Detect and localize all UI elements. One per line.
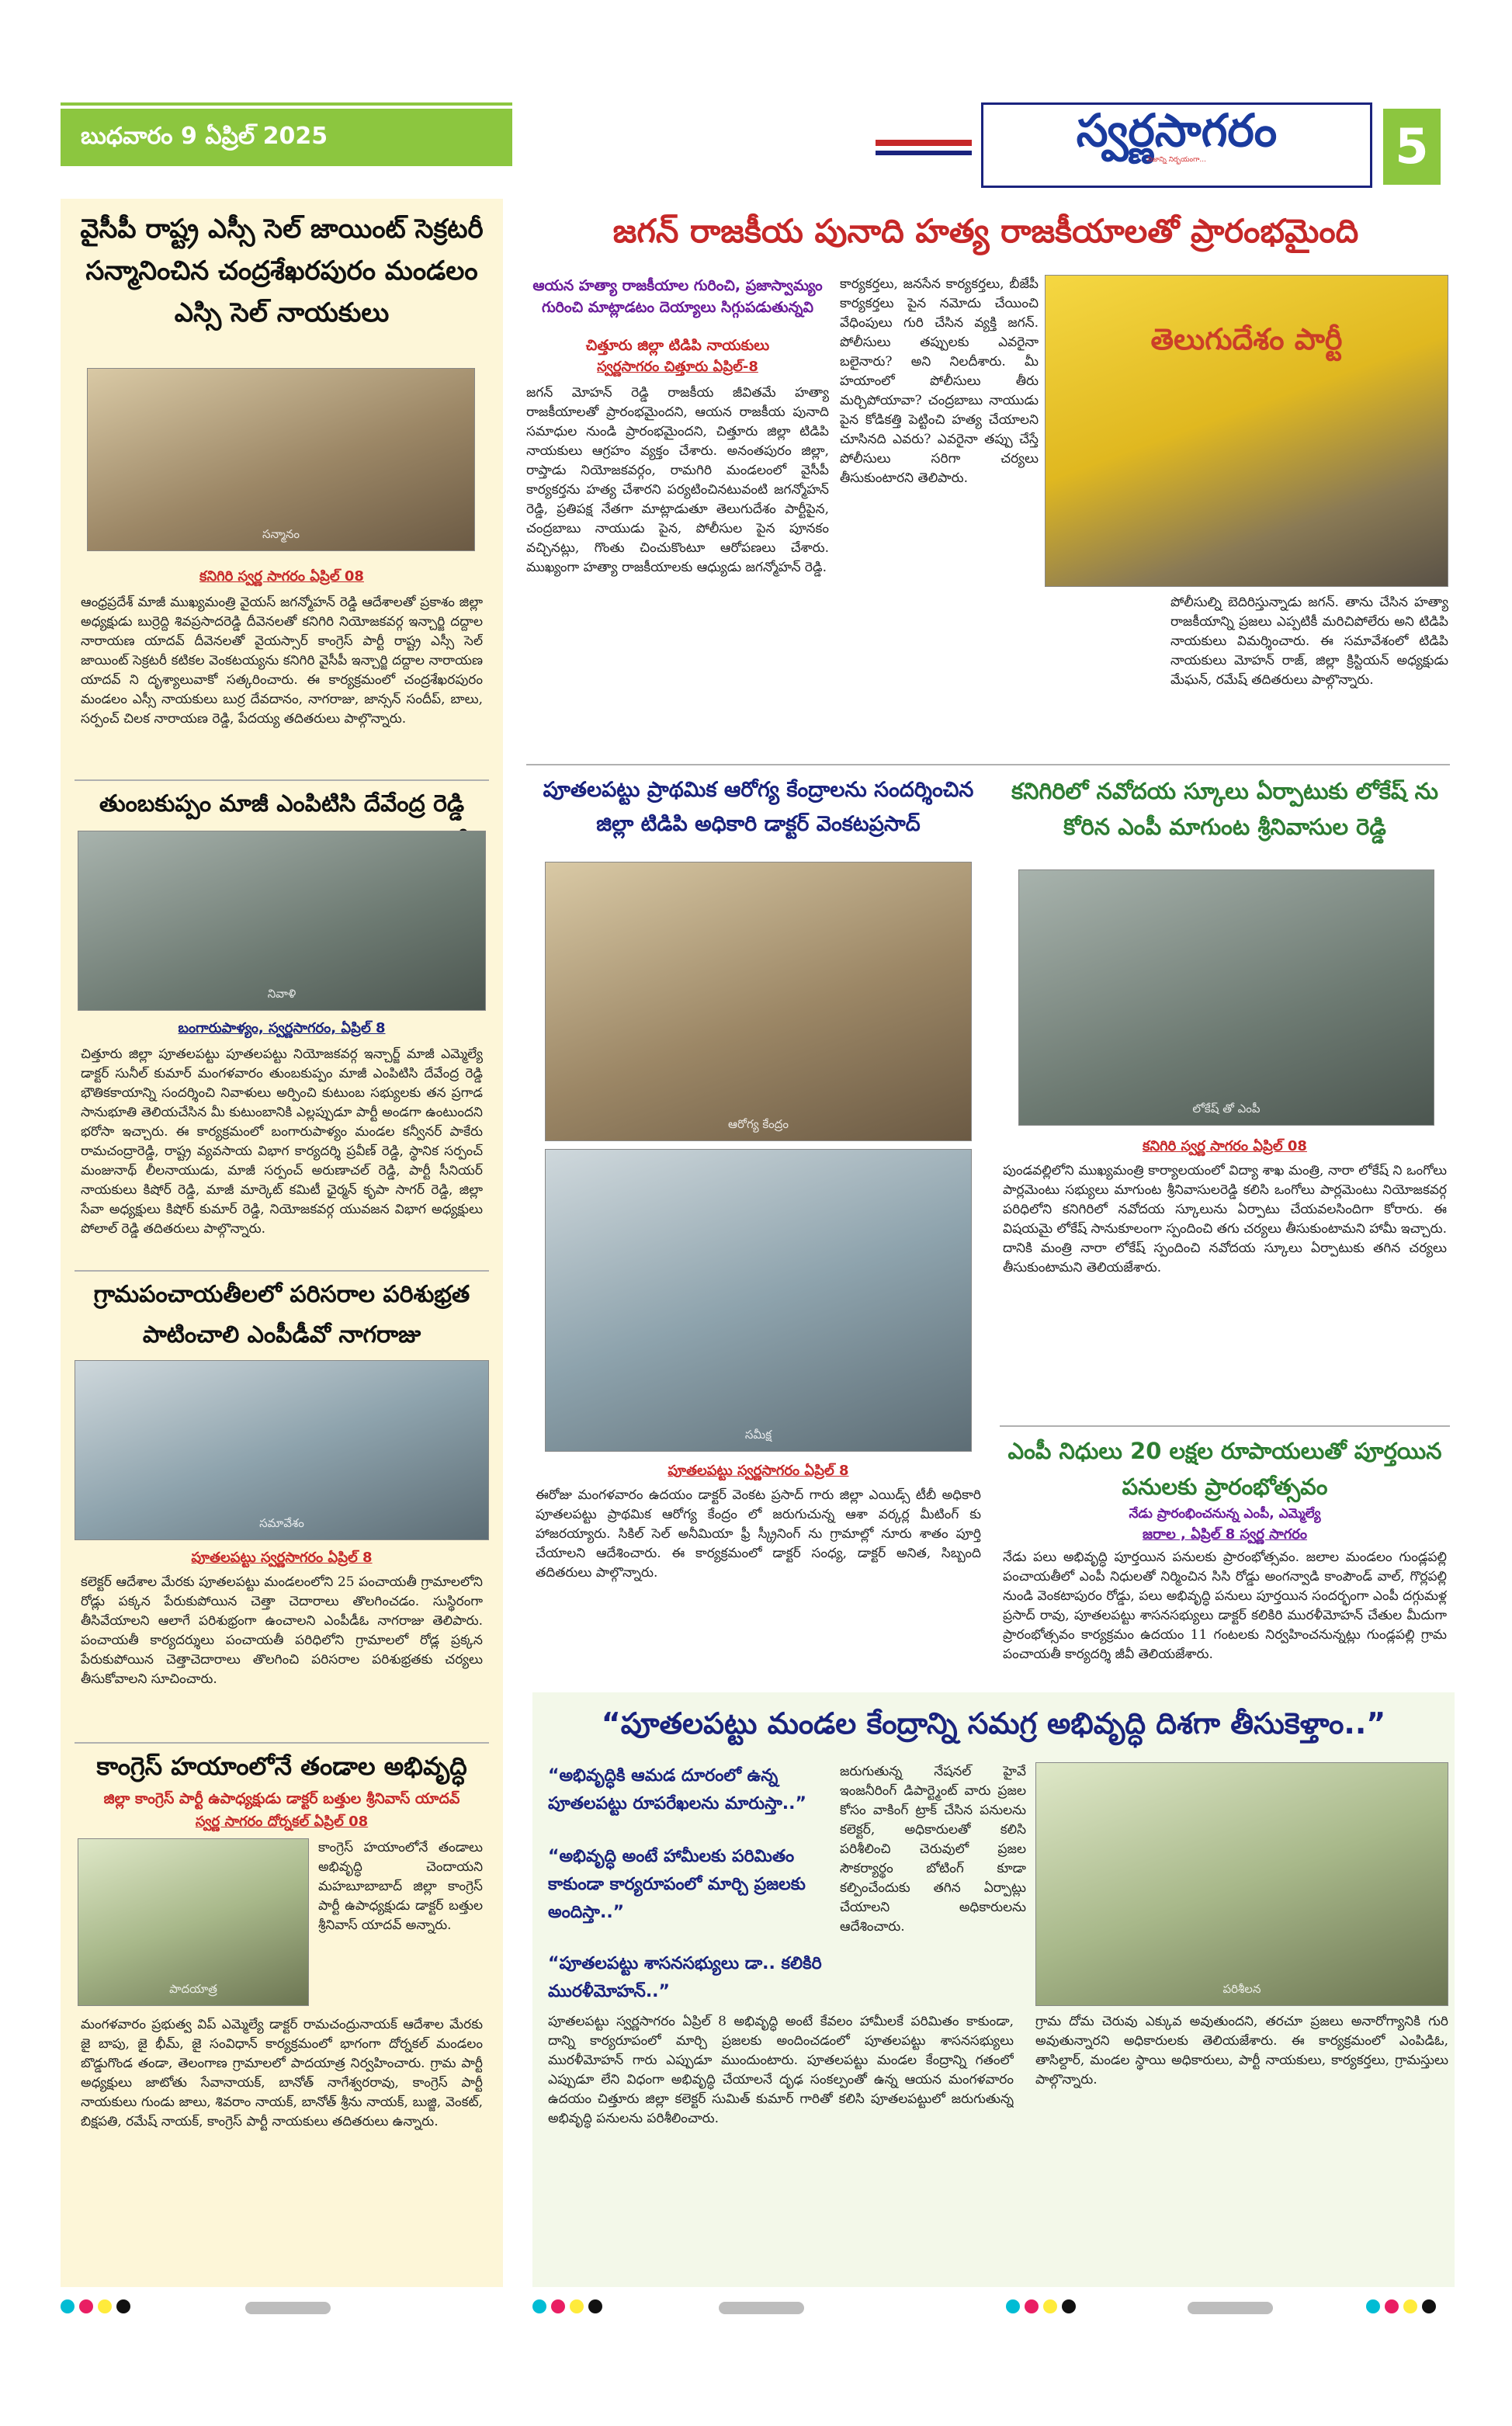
feature-photo xyxy=(1035,1762,1448,2006)
divider xyxy=(75,1270,489,1272)
divider xyxy=(75,1742,489,1744)
lead-dateline: స్వర్ణసాగరం చిత్తూరు ఏప్రిల్-8 xyxy=(597,359,758,375)
center-a2-body: ఈరోజు మంగళవారం ఉదయం డాక్టర్ వెంకట ప్రసాద్ గారు జిల్లా ఎయిడ్స్ టీబీ అధికారి పూతలపట్టు ప్రాథమిక ఆరోగ్య కేంద్రం లో జరుగుచున్న ఆశా వర్కర్ల మీటింగ్ కు హాజరయ్యారు. సికిల్ సెల్ అనీమియా ఫ్రీ స్క్రీనింగ్ ను గ్రామాల్లో నూరు శాతం పూర్తి చేయాలని ఆదేశించారు. ఈ కార్యక్రమంలో డాక్టర్ సంధ్య, డాక్టర్ అనిత, సిబ్బంది తదితరులు పాల్గొన్నారు. xyxy=(536,1487,981,1581)
rc2-headline: ఎంపీ నిధులు 20 లక్షల రూపాయలుతో పూర్తయిన పనులకు ప్రారంభోత్సవం xyxy=(1007,1438,1442,1500)
left-a3-body: కలెక్టర్ ఆదేశాల మేరకు పూతలపట్టు మండలంలోని 25 పంచాయతీ గ్రామాలలోని రోడ్లు పక్కన పేరుకుపోయిన చెత్తా చెదారాలు తొలగించడం. సుస్థిరంగా తీసివేయాలని ఆలాగే పరిశుభ్రంగా ఉంచాలని ఎంపీడీఓ నాగరాజు తెలిపారు. పంచాయతీ కార్యదర్శులు పంచాయతీ పరిధిలోని గ్రామాలలో రోడ్ల ప్రక్కన పేరుకుపోయిన చెత్తాచెదారాలు తొలగించి పరిసరాల పరిశుభ్రతకు చర్యలు తీసుకోవాలని సూచించారు. xyxy=(81,1574,483,1687)
logo-tagline: నిజాన్ని నిర్భయంగా... xyxy=(1147,156,1206,164)
left-a1-photo-caption: సన్మానం xyxy=(262,527,300,541)
left-a4-body: మంగళవారం ప్రభుత్వ విప్ ఎమ్మెల్యే డాక్టర్ రామచంద్రునాయక్ ఆదేశాల మేరకు జై బాపు, జై భీమ్, జై సంవిధాన్ కార్యక్రమంలో భాగంగా దోర్నకల్ మండలం బొడ్డుగొండ తండా, తెలంగాణ గ్రామాలలో పాదయాత్ర నిర్వహించారు. గ్రామ పార్టీ అధ్యక్షులు జాటోతు సేవానాయక్, బానోత్ నాగేశ్వరరావు, కాంగ్రెస్ పార్టీ నాయకులు గుండు జాలు, శివరాం నాయక్, బానోత్ శ్రీను నాయక్, బుజ్జి, వెంకట్, బిక్షపతి, రమేష్ నాయక్, కాంగ్రెస్ పార్టీ నాయకులు తదితరులు ఉన్నారు. xyxy=(81,2017,483,2129)
left-a4-headline: కాంగ్రెస్ హయాంలోనే తండాల అభివృద్ధి xyxy=(96,1751,467,1781)
lead-photo-caption: తెలుగుదేశం పార్టీ xyxy=(1150,322,1343,356)
masthead-rule xyxy=(61,102,512,106)
center-a2-photo-2 xyxy=(545,1149,972,1452)
left-a4-photo xyxy=(78,1838,309,2006)
left-a4-dateline: స్వర్ణ సాగరం దోర్నకల్ ఏప్రిల్ 08 xyxy=(195,1813,369,1830)
rc1-photo xyxy=(1018,869,1434,1126)
feature-body-3: గ్రామ దోమ చెరువు ఎక్కువ అవుతుందని, తరచూ ప్రజలు అనారోగ్యానికి గురి అవుతున్నారని అధికారులకు తెలియజేశారు. ఈ కార్యక్రమంలో ఎంపిడిఓ, తాసిల్దార్, మండల స్థాయి అధికారులు, పార్టీ నాయకులు, కార్యకర్తలు, గ్రామస్తులు పాల్గొన్నారు. xyxy=(1035,2014,1448,2088)
left-a4-photo-caption: పాదయాత్ర xyxy=(169,1982,217,1996)
left-a2-photo-caption: నివాళి xyxy=(267,987,297,1001)
page-number: 5 xyxy=(1383,109,1441,185)
rc2-dateline: జరాల , ఏప్రిల్ 8 స్వర్ణ సాగరం xyxy=(1142,1526,1308,1543)
registration-marks-3 xyxy=(1006,2298,1161,2315)
left-a1-body: ఆంధ్రప్రదేశ్ మాజీ ముఖ్యమంత్రి వైయస్ జగన్మోహన్ రెడ్డి ఆదేశాలతో ప్రకాశం జిల్లా అధ్యక్షుడు బుర్రెద్ది శివప్రసాదరెడ్డి దీవెనలతో కనిగిరి నియోజకవర్గ ఇన్చార్జి దద్దాల నారాయణ యాదవ్ దీవెనలతో వైయస్సార్ కాంగ్రెస్ పార్టీ రాష్ట్ర ఎస్సీ సెల్ జాయింట్ సెక్రటరీ కటికల వెంకటయ్యను కనిగిరి వైసీపీ ఇన్చార్జి దద్దాల నారాయణ యాదవ్ ని దృశ్యాలువాకో సత్కరించారు. ఈ కార్యక్రమంలో చంద్రశేఖరపురం మండలం ఎస్సీ నాయకులు బుర్ర దేవదానం, నాగరాజు, జాన్సన్ సందీప్, బాలు, సర్పంచ్ చిలక నారాయణ రెడ్డి, పేదయ్య తదితరులు పాల్గొన్నారు. xyxy=(81,595,483,727)
left-a4-subhead: జిల్లా కాంగ్రెస్ పార్టీ ఉపాధ్యక్షుడు డాక్టర్ బత్తుల శ్రీనివాస్ యాదవ్ xyxy=(103,1790,460,1807)
rc1-photo-caption: లోకేష్ తో ఎంపీ xyxy=(1192,1102,1261,1116)
divider xyxy=(75,779,489,781)
registration-bar-2 xyxy=(719,2299,804,2314)
feature-quote-2: “అభివృద్ధి అంటే హామీలకు పరిమితం కాకుండా కార్యరూపంలో మార్చి ప్రజలకు అందిస్తా..” xyxy=(548,1847,806,1922)
registration-marks-4 xyxy=(1366,2298,1459,2315)
lead-body-2: కార్యకర్తలు, జనసేన కార్యకర్తలు, బీజేపీ కార్యకర్తలు పైన నమోదు చేయించి వేధింపులు గురి చేసిన వ్యక్తి జగన్. పోలీసులు తప్పులకు ఎవరైనా బలైనారు? అని నిలదీశారు. మీ హయాంలో పోలీసులు తీరు మర్చిపోయావా? చంద్రబాబు నాయుడు పైన కోడికత్తి పెట్టించి హత్య చేయాలని చూసినది ఎవరు? ఎవరైనా తప్పు చేస్తే పోలీసులు సరిగా చర్యలు తీసుకుంటారని తెలిపారు. xyxy=(840,276,1039,486)
lead-body-1: జగన్ మోహన్ రెడ్డి రాజకీయ జీవితమే హత్యా రాజకీయాలతో ప్రారంభమైందని, ఆయన రాజకీయ పునాది సమాధుల నుండి ప్రారంభమైందని, చిత్తూరు జిల్లా టిడిపి నాయకులు ఆగ్రహం వ్యక్తం చేశారు. అనంతపురం జిల్లా, రాప్తాడు నియోజకవర్గం, రామగిరి మండలంలో వైసీపీ కార్యకర్తను హత్య చేశారని పర్యటించినటువంటి జగన్మోహన్ రెడ్డి, ప్రతిపక్ష నేతగా మాట్లాడుతూ తెలుగుదేశం పార్టీపైన, చంద్రబాబు నాయుడు పైన, పోలీసుల పైన పూనకం వచ్చినట్లు, గొంతు చించుకొంటూ ఆరోపణలు చేశారు. ముఖ్యంగా హత్యా రాజకీయాలకు ఆధ్యుడు జగన్మోహన్ రెడ్డి. xyxy=(526,385,829,575)
divider xyxy=(1000,1425,1450,1427)
left-a3-dateline: పూతలపట్టు స్వర్ణసాగరం ఏప్రిల్ 8 xyxy=(191,1550,373,1566)
left-a1-headline: వైసీపీ రాష్ట్ర ఎస్సీ సెల్ జాయింట్ సెక్రటరీ సన్మానించిన చంద్రశేఖరపురం మండలం ఎస్సి సెల్ నాయకులు xyxy=(80,213,484,328)
center-a2-headline: పూతలపట్టు ప్రాథమిక ఆరోగ్య కేంద్రాలను సందర్శించిన జిల్లా టిడిపి అధికారి డాక్టర్ వెంకటప్రసాద్ xyxy=(543,778,974,836)
left-a3-photo xyxy=(75,1360,489,1540)
registration-bar-1 xyxy=(245,2299,331,2314)
left-a2-dateline: బంగారుపాళ్యం, స్వర్ణసాగరం, ఏప్రిల్ 8 xyxy=(178,1020,386,1036)
feature-quote-1: “అభివృద్ధికి ఆమడ దూరంలో ఉన్న పూతలపట్టు రూపరేఖలను మారుస్తా..” xyxy=(548,1766,806,1813)
rc1-headline: కనిగిరిలో నవోదయ స్కూలు ఏర్పాటుకు లోకేష్ ను కోరిన ఎంపీ మాగుంట శ్రీనివాసుల రెడ్డి xyxy=(1011,778,1439,840)
masthead-red-rule xyxy=(876,140,972,146)
left-a1-photo xyxy=(87,368,475,551)
registration-bar-3 xyxy=(1188,2299,1273,2314)
left-a2-photo xyxy=(78,831,486,1011)
left-a2-headline: తుంబకుప్పం మాజీ ఎంపిటిసి దేవేంద్ర రెడ్డి xyxy=(99,790,465,817)
lead-subhead: చిత్తూరు జిల్లా టిడిపి నాయకులు xyxy=(585,337,770,354)
center-a2-photo-1-caption: ఆరోగ్య కేంద్రం xyxy=(728,1117,789,1131)
lead-photo xyxy=(1045,275,1448,587)
lead-headline: జగన్ రాజకీయ పునాది హత్య రాజకీయాలతో ప్రారంభమైంది xyxy=(612,212,1359,250)
feature-headline: “పూతలపట్టు మండల కేంద్రాన్ని సమగ్ర అభివృద్ధి దిశగా తీసుకెళ్తాం..” xyxy=(601,1706,1386,1741)
divider xyxy=(526,764,1450,765)
rc1-dateline: కనిగిరి స్వర్ణ సాగరం ఏప్రిల్ 08 xyxy=(1143,1138,1307,1154)
left-a3-photo-caption: సమావేశం xyxy=(259,1516,304,1530)
feature-quote-3: “పూతలపట్టు శాసనసభ్యులు డా.. కలికిరి మురళీమోహన్..” xyxy=(548,1954,822,2001)
left-a3-headline: గ్రామపంచాయతీలలో పరిసరాల పరిశుభ్రత పాటించాలి ఎంపీడీవో నాగరాజు xyxy=(93,1281,470,1348)
left-a4-intro: కాంగ్రెస్ హయాంలోనే తండాలు అభివృద్ధి చెందాయని మహబూబాబాద్ జిల్లా కాంగ్రెస్ పార్టీ ఉపాధ్యక్షుడు డాక్టర్ బత్తుల శ్రీనివాస్ యాదవ్ అన్నారు. xyxy=(318,1840,483,1933)
left-a2-body: చిత్తూరు జిల్లా పూతలపట్టు పూతలపట్టు నియోజకవర్గ ఇన్చార్జ్ మాజీ ఎమ్మెల్యే డాక్టర్ సునీల్ కుమార్ మంగళవారం తుంబకుప్పం మాజీ ఎంపిటిసి దేవేంద్ర రెడ్డి భౌతికకాయాన్ని సందర్శించి నివాళులు అర్పించి కుటుంబ సభ్యులకు తన ప్రగాడ సానుభూతి తెలియచేసిన మీ కుటుంబానికి ఎల్లప్పుడూ పార్టీ అండగా ఉంటుందని భరోసా ఇచ్చారు. ఈ కార్యక్రమంలో బంగారుపాళ్యం మండల కన్వీనర్ పాకేరు రామచంద్రారెడ్డి, రాష్ట్ర వ్యవసాయ విభాగ కార్యదర్శి ప్రవీణ్ రెడ్డి, స్థానిక సర్పంచ్ మంజునాథ్ లీలనాయుడు, మాజీ సర్పంచ్ అరుణాచల్ రెడ్డి, పార్టీ సీనియర్ నాయకులు కిషోర్ రెడ్డి, మాజీ మార్కెట్ కమిటీ ఛైర్మన్ కృపా సాగర్ రెడ్డి, జిల్లా సేవా అధ్యక్షులు కిషోర్ కుమార్ రెడ్డి, నియోజకవర్గ యువజన విభాగ అధ్యక్షులు పోలాల్ రెడ్డి తదితరులు పాల్గొన్నారు. xyxy=(81,1046,483,1237)
rc1-body: పుండవల్లిలోని ముఖ్యమంత్రి కార్యాలయంలో విద్యా శాఖ మంత్రి, నారా లోకేష్ ని ఒంగోలు పార్లమెంటు సభ్యులు మాగుంట శ్రీనివాసులరెడ్డి కలిసి ఒంగోలు పార్లమెంటు నియోజకవర్గ పరిధిలోని కనిగిరిలో నవోదయ స్కూలును ఏర్పాటు చేయవలసిందిగా కోరారు. ఈ విషయమై లోకేష్ సానుకూలంగా స్పందించి తగు చర్యలు తీసుకుంటామని హామీ ఇచ్చారు. దానికి మంత్రి నారా లోకేష్ స్పందించి నవోదయ స్కూలు ఏర్పాటుకు తగిన చర్యలు తీసుకుంటామని తెలియజేశారు. xyxy=(1003,1163,1447,1275)
masthead-navy-rule xyxy=(876,151,972,155)
feature-body-2: పూతలపట్టు స్వర్ణసాగరం ఏప్రిల్ 8 అభివృద్ధి అంటే కేవలం హామీలకే పరిమితం కాకుండా, దాన్ని కార్యరూపంలో మార్చి ప్రజలకు అందించడంలో పూతలపట్టు శాసనసభ్యులు మురళీమోహన్ గారు ఎప్పుడూ ముందుంటారు. పూతలపట్టు మండల కేంద్రాన్ని గతంలో ఎప్పుడూ లేని విధంగా అభివృద్ధి చేయాలనే దృఢ సంకల్పంతో ఉన్న ఆయన మంగళవారం ఉదయం చిత్తూరు జిల్లా కలెక్టర్ సుమిత్ కుమార్ గారితో కలిసి పూతలపట్టులో జరుగుతున్న అభివృద్ధి పనులను పరిశీలించారు. xyxy=(548,2014,1014,2126)
masthead-date: బుధవారం 9 ఏప్రిల్ 2025 xyxy=(61,109,512,166)
rc2-subhead: నేడు ప్రారంభించనున్న ఎంపీ, ఎమ్మెల్యే xyxy=(1129,1506,1321,1522)
registration-marks-2 xyxy=(532,2298,688,2315)
feature-photo-caption: పరిశీలన xyxy=(1222,1982,1261,1996)
logo-text: స్వర్ణసాగరం xyxy=(1076,104,1278,157)
center-a2-photo-2-caption: సమీక్ష xyxy=(744,1428,772,1442)
left-a1-dateline: కనిగిరి స్వర్ణ సాగరం ఏప్రిల్ 08 xyxy=(199,568,364,585)
center-a2-photo-1 xyxy=(545,862,972,1141)
rc2-body: నేడు పలు అభివృద్ధి పూర్తయిన పనులకు ప్రారంభోత్సవం. జలాల మండలం గుండ్లపల్లి పంచాయతీలో ఎంపీ నిధులతో నిర్మించిన సిసి రోడ్డు అంగన్వాడి కాంపౌండ్ వాల్, గొర్లపల్లి నుండి వెంకటాపురం రోడ్డు, పలు అభివృద్ధి పనులు పూర్తయిన సందర్భంగా ఎంపీ దగ్గుమళ్ల ప్రసాద్ రావు, పూతలపట్టు శాసనసభ్యులు డాక్టర్ కలికిరి మురళీమోహన్ చేతుల మీదుగా ప్రారంభోత్సవం కార్యక్రమం ఉదయం 11 గంటలకు నిర్వహించనున్నట్లు గుండ్లపల్లి గ్రామ పంచాయతీ కార్యదర్శి జీవీ తెలియజేశారు. xyxy=(1003,1550,1447,1662)
lead-body-3: పోలీసుల్ని బెదిరిస్తున్నాడు జగన్. తాను చేసిన హత్యా రాజకీయాన్ని ప్రజలు ఎప్పటికీ మరిచిపోలేరు అని టిడిపి నాయకులు విమర్శించారు. ఈ సమావేశంలో టిడిపి నాయకులు మోహన్ రాజ్, జిల్లా క్రిస్టియన్ అధ్యక్షుడు మేఘన్, రమేష్ తదితరులు పాల్గొన్నారు. xyxy=(1170,595,1448,688)
feature-body-1: జరుగుతున్న నేషనల్ హైవే ఇంజనీరింగ్ డిపార్ట్మెంట్ వారు ప్రజల కోసం వాకింగ్ ట్రాక్ చేసిన పనులను కలెక్టర్, అధికారులతో కలిసి పరిశీలించి చెరువులో ప్రజల సౌకర్యార్థం బోటింగ్ కూడా కల్పించేందుకు తగిన ఏర్పాట్లు చేయాలని అధికారులను ఆదేశించారు. xyxy=(840,1764,1026,1935)
lead-kicker: ఆయన హత్యా రాజకీయాల గురించి, ప్రజాస్వామ్యం గురించి మాట్లాడటం దెయ్యాలు సిగ్గుపడుతున్నవి xyxy=(532,277,823,316)
newspaper-logo xyxy=(981,102,1372,188)
center-a2-dateline: పూతలపట్టు స్వర్ణసాగరం ఏప్రిల్ 8 xyxy=(668,1463,849,1479)
